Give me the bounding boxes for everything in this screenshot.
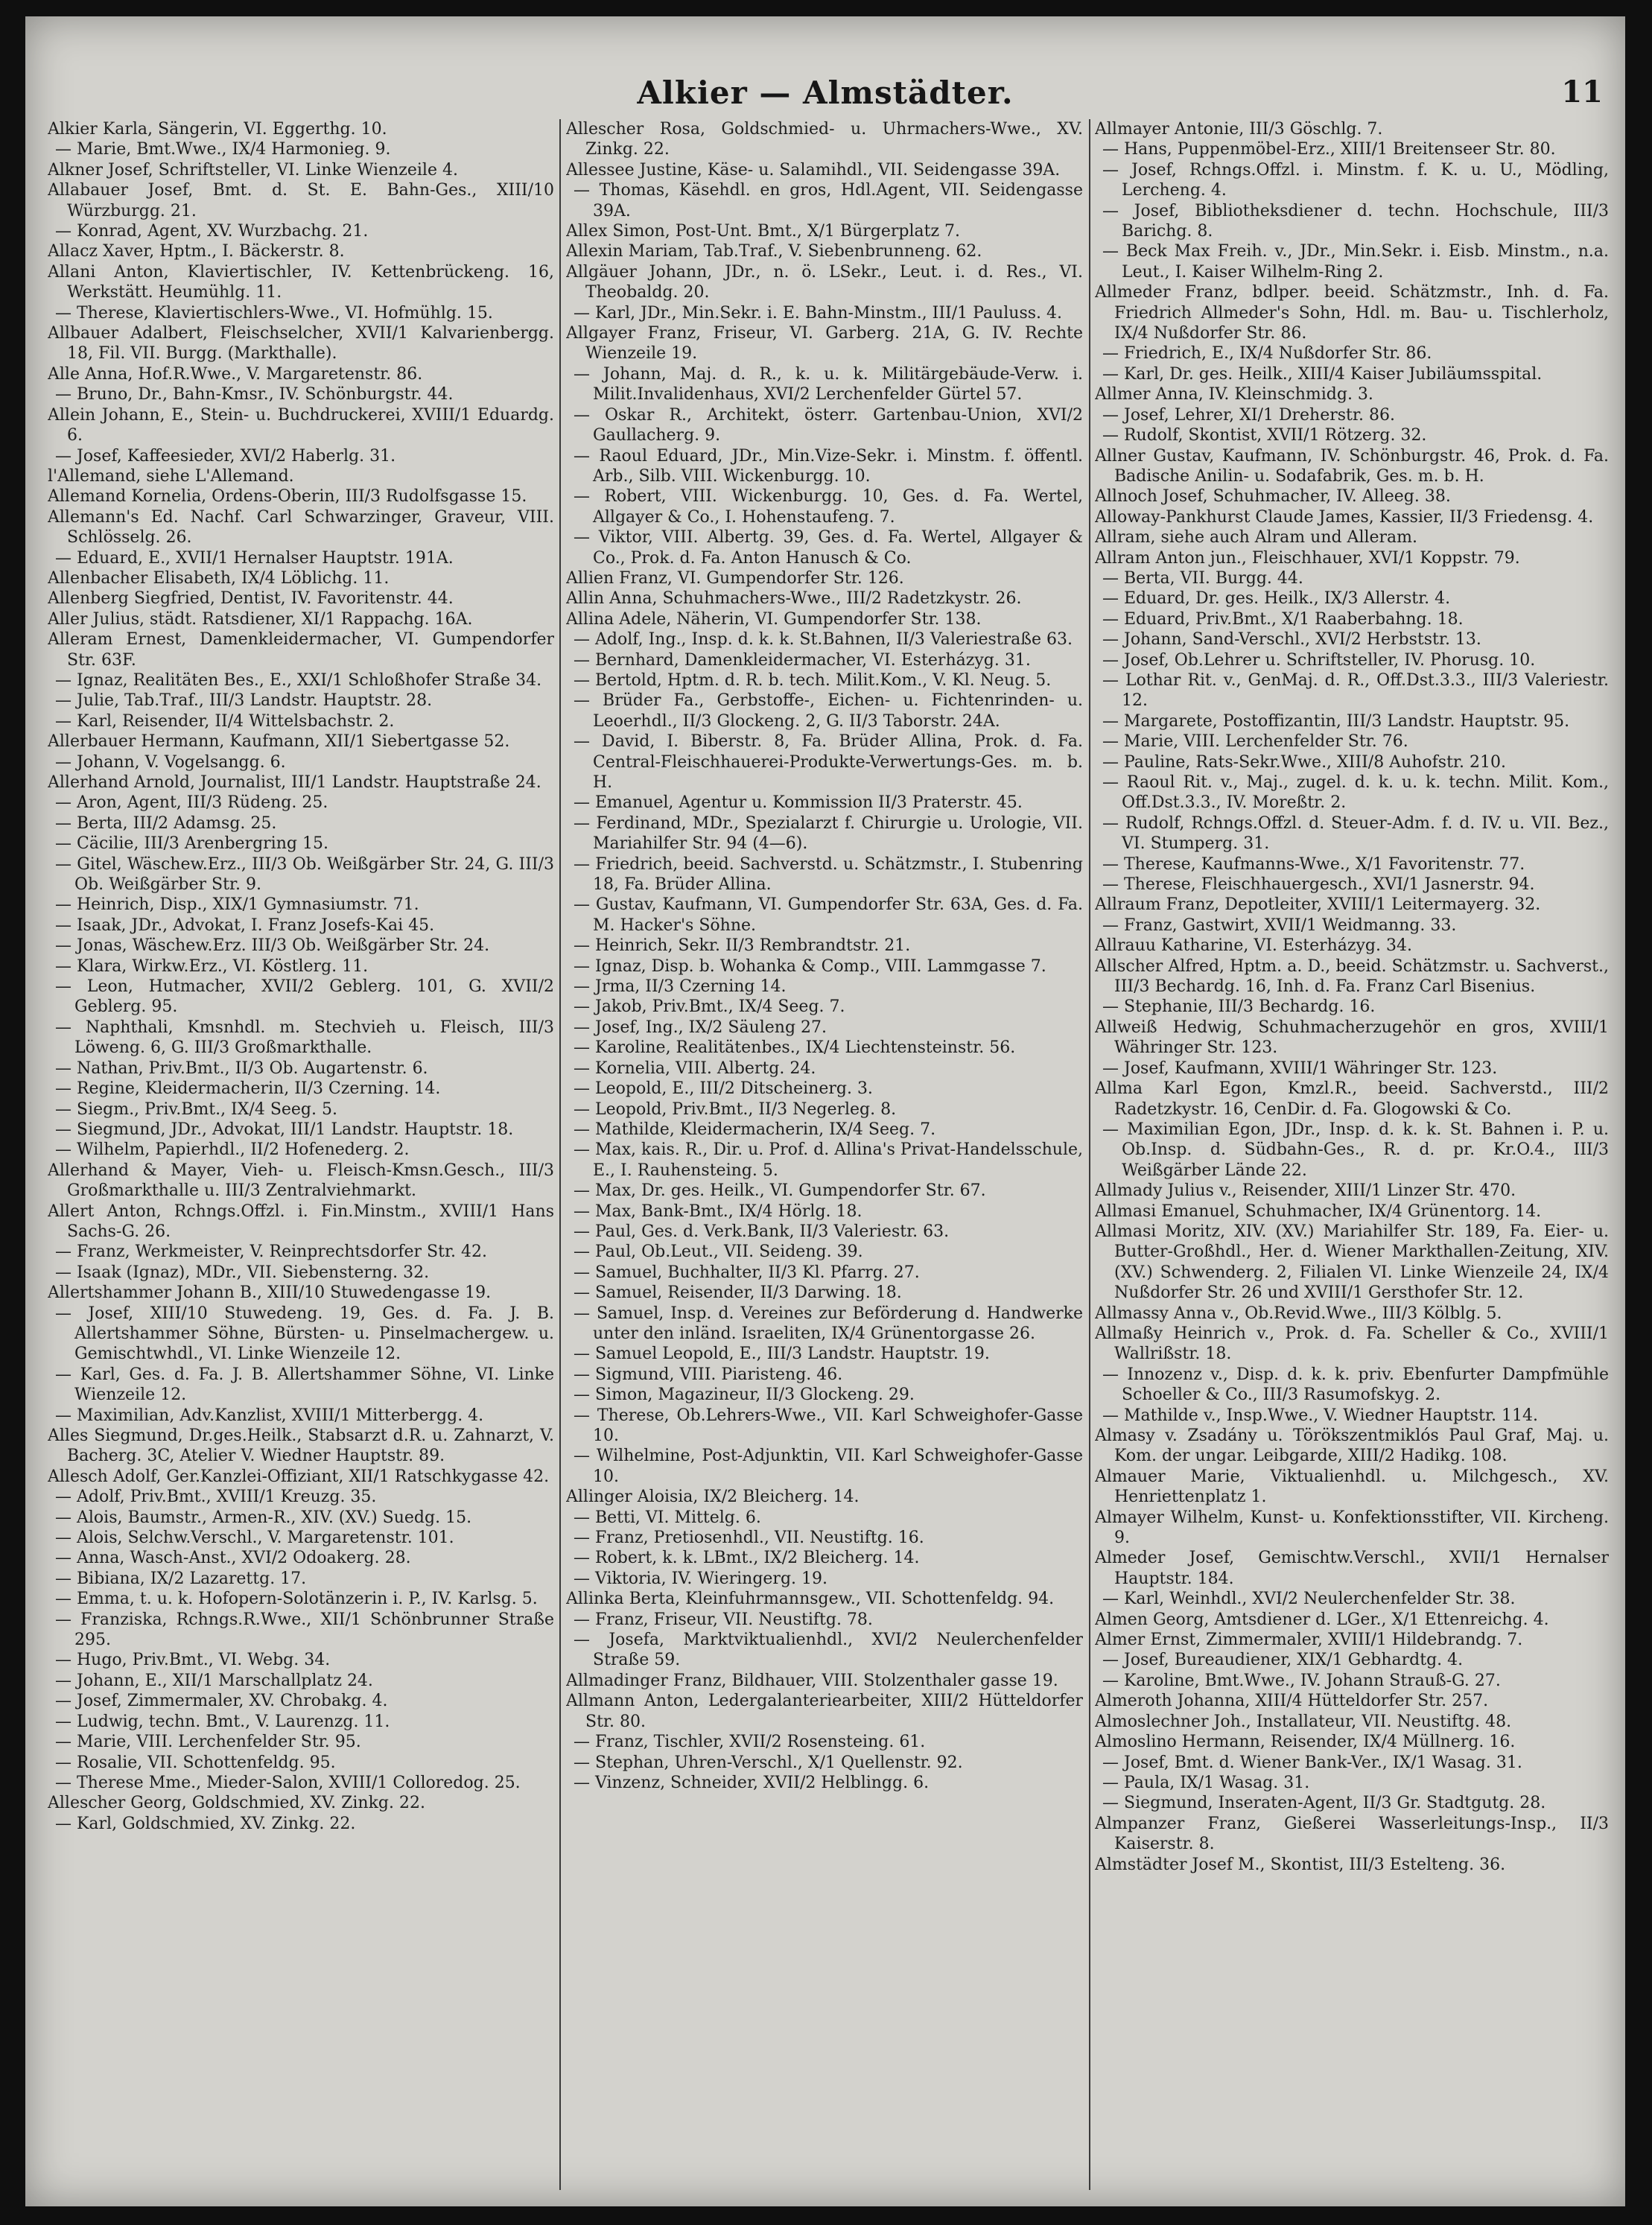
directory-entry: — Lothar Rit. v., GenMaj. d. R., Off.Dst.3.3., III/3 Valeriestr. 12. [1102,670,1609,711]
directory-entry: — Gitel, Wäschew.Erz., III/3 Ob. Weißgärber Str. 24, G. III/3 Ob. Weißgärber Str. 9. [55,854,554,895]
directory-entry: — Bruno, Dr., Bahn-Kmsr., IV. Schönburgstr. 44. [55,385,454,404]
directory-entry: Almauer Marie, Viktualienhdl. u. Milchgesch., XV. Henriettenplatz 1. [1095,1467,1609,1507]
directory-entry: — Klara, Wirkw.Erz., VI. Köstlerg. 11. [55,956,369,976]
directory-entry: Allein Johann, E., Stein- u. Buchdruckerei, XVIII/1 Eduardg. 6. [48,405,554,445]
directory-entry: — Karl, Weinhdl., XVI/2 Neulerchenfelder Str. 38. [1102,1590,1516,1609]
directory-entry: Allerbauer Hermann, Kaufmann, XII/1 Siebertgasse 52. [48,732,510,752]
directory-entry: — Emma, t. u. k. Hofopern-Solotänzerin i. P., IV. Karlsg. 5. [55,1590,538,1609]
column-3 [1095,119,1609,2190]
directory-entry: Allemann's Ed. Nachf. Carl Schwarzinger, Graveur, VIII. Schlösselg. 26. [48,507,554,547]
directory-entry: — Adolf, Priv.Bmt., XVIII/1 Kreuzg. 35. [55,1488,377,1507]
directory-entry: — Ferdinand, MDr., Spezialarzt f. Chirurgie u. Urologie, VII. Mariahilfer Str. 94 (4—6). [574,813,1083,854]
directory-entry: Allmassy Anna v., Ob.Revid.Wwe., III/3 Kölblg. 5. [1095,1304,1502,1323]
directory-entry: — Maximilian, Adv.Kanzlist, XVIII/1 Mitterbergg. 4. [55,1406,484,1425]
directory-entry: — Innozenz v., Disp. d. k. k. priv. Ebenfurter Dampfmühle Schoeller & Co., III/3 Rasumofskyg. 2. [1102,1365,1609,1405]
directory-entry: — Max, Bank-Bmt., IX/4 Hörlg. 18. [574,1202,862,1221]
directory-entry: — Robert, k. k. LBmt., IX/2 Bleicherg. 14. [574,1549,920,1568]
directory-entry: — Beck Max Freih. v., JDr., Min.Sekr. i. Eisb. Minstm., n.a. Leut., I. Kaiser Wilhelm-Ring 2. [1102,242,1609,282]
directory-entry: — Paul, Ges. d. Verk.Bank, II/3 Valeriestr. 63. [574,1222,950,1241]
directory-entry: — Therese Mme., Mieder-Salon, XVIII/1 Colloredog. 25. [55,1773,521,1792]
directory-entry: — Paula, IX/1 Wasag. 31. [1102,1773,1310,1792]
directory-entry: Allraum Franz, Depotleiter, XVIII/1 Leitermayerg. 32. [1095,895,1541,915]
directory-entry: Allinka Berta, Kleinfuhrmannsgew., VII. Schottenfeldg. 94. [566,1590,1055,1609]
directory-entry: — Jakob, Priv.Bmt., IX/4 Seeg. 7. [574,997,845,1017]
directory-entry: — Oskar R., Architekt, österr. Gartenbau-Union, XVI/2 Gaullacherg. 9. [574,405,1083,445]
directory-entry: — Josef, Ing., IX/2 Säuleng 27. [574,1018,827,1037]
directory-entry: Allani Anton, Klaviertischler, IV. Kettenbrückeng. 16, Werkstätt. Heumühlg. 11. [48,262,554,302]
directory-entry: — Franziska, Rchngs.R.Wwe., XII/1 Schönbrunner Straße 295. [55,1610,554,1650]
column-2 [566,119,1083,2190]
directory-entry: — Siegmund, Inseraten-Agent, II/3 Gr. Stadtgutg. 28. [1102,1794,1546,1813]
directory-entry: — Bernhard, Damenkleidermacher, VI. Esterházyg. 31. [574,650,1031,670]
directory-entry: — David, I. Biberstr. 8, Fa. Brüder Allina, Prok. d. Fa. Central-Fleischhauerei-Produkte-Verwertungs-Ges. m. b. H. [574,732,1083,792]
directory-entry: — Stephan, Uhren-Verschl., X/1 Quellenstr. 92. [574,1753,963,1772]
directory-entry: — Bertold, Hptm. d. R. b. tech. Milit.Kom., V. Kl. Neug. 5. [574,670,1052,690]
directory-entry: Allmasi Moritz, XIV. (XV.) Mariahilfer Str. 189, Fa. Eier- u. Butter-Großhdl., Her. d. Wiener Markthallen-Zeitung, XIV. (XV.) Schwenderg. 2, Filialen VI. Linke Wienzeile 24, IX/4 Nußdorfer Str. 26 und XVIII/1 Gersthofer Str. 12. [1095,1222,1609,1303]
directory-entry: — Bibiana, IX/2 Lazarettg. 17. [55,1569,307,1588]
directory-entry: — Wilhelm, Papierhdl., II/2 Hofenederg. 2. [55,1140,410,1160]
directory-entry: Allmasi Emanuel, Schuhmacher, IX/4 Grünentorg. 14. [1095,1202,1542,1221]
directory-entry: — Therese, Fleischhauergesch., XVI/1 Jasnerstr. 94. [1102,875,1535,895]
directory-entry: Alloway-Pankhurst Claude James, Kassier, II/3 Friedensg. 4. [1095,507,1594,527]
directory-entry: — Ignaz, Realitäten Bes., E., XXI/1 Schloßhofer Straße 34. [55,670,542,690]
directory-entry: Allgayer Franz, Friseur, VI. Garberg. 21A, G. IV. Rechte Wienzeile 19. [566,324,1083,364]
directory-entry: Allmaßy Heinrich v., Prok. d. Fa. Scheller & Co., XVIII/1 Wallrißstr. 18. [1095,1324,1609,1364]
directory-entry: Almer Ernst, Zimmermaler, XVIII/1 Hildebrandg. 7. [1095,1631,1523,1650]
directory-entry: — Pauline, Rats-Sekr.Wwe., XIII/8 Auhofstr. 210. [1102,752,1506,772]
directory-entry: Almen Georg, Amtsdiener d. LGer., X/1 Ettenreichg. 4. [1095,1610,1549,1629]
directory-entry: — Marie, VIII. Lerchenfelder Str. 76. [1102,732,1408,752]
directory-entry: Alles Siegmund, Dr.ges.Heilk., Stabsarzt d.R. u. Zahnarzt, V. Bacherg. 3C, Atelier V. Wiedner Hauptstr. 89. [48,1426,554,1466]
page-number: 11 [1561,74,1603,109]
directory-entry: — Franz, Pretiosenhdl., VII. Neustiftg. 16. [574,1529,924,1548]
directory-entry: — Maximilian Egon, JDr., Insp. d. k. k. St. Bahnen i. P. u. Ob.Insp. d. Südbahn-Ges., R. d. pr. Kr.O.4., III/3 Weißgärber Lände 22. [1102,1120,1609,1180]
directory-entry: — Ludwig, techn. Bmt., V. Laurenzg. 11. [55,1712,390,1731]
directory-entry: Allerhand & Mayer, Vieh- u. Fleisch-Kmsn.Gesch., III/3 Großmarkthalle u. III/3 Zentralviehmarkt. [48,1161,554,1201]
directory-entry: Almstädter Josef M., Skontist, III/3 Estelteng. 36. [1095,1855,1506,1874]
directory-entry: Almasy v. Zsadány u. Törökszentmiklós Paul Graf, Maj. u. Kom. der ungar. Leibgarde, XIII/2 Hadikg. 108. [1095,1426,1609,1466]
directory-entry: — Friedrich, E., IX/4 Nußdorfer Str. 86. [1102,344,1432,364]
directory-entry: — Margarete, Postoffizantin, III/3 Landstr. Hauptstr. 95. [1102,711,1570,731]
directory-entry: — Samuel, Buchhalter, II/3 Kl. Pfarrg. 27. [574,1263,920,1282]
directory-entry: — Rudolf, Rchngs.Offzl. d. Steuer-Adm. f. d. IV. u. VII. Bez., VI. Stumperg. 31. [1102,813,1609,854]
directory-entry: — Julie, Tab.Traf., III/3 Landstr. Hauptstr. 28. [55,691,433,711]
directory-entry: — Paul, Ob.Leut., VII. Seideng. 39. [574,1242,863,1262]
directory-entry: Alle Anna, Hof.R.Wwe., V. Margaretenstr. 86. [48,364,423,384]
column-1 [48,119,554,2190]
directory-entry: Allert Anton, Rchngs.Offzl. i. Fin.Minstm., XVIII/1 Hans Sachs-G. 26. [48,1202,554,1241]
directory-entry: — Samuel Leopold, E., III/3 Landstr. Hauptstr. 19. [574,1345,990,1364]
directory-entry: Allex Simon, Post-Unt. Bmt., X/1 Bürgerplatz 7. [566,222,961,241]
directory-entry: Allma Karl Egon, Kmzl.R., beeid. Sachverstd., III/2 Radetzkystr. 16, CenDir. d. Fa. Glogowski & Co. [1095,1079,1609,1119]
directory-entry: — Leon, Hutmacher, XVII/2 Geblerg. 101, G. XVII/2 Geblerg. 95. [55,977,554,1017]
directory-entry: — Alois, Selchw.Verschl., V. Margaretenstr. 101. [55,1529,454,1548]
directory-entry: — Marie, VIII. Lerchenfelder Str. 95. [55,1733,361,1752]
directory-entry: — Emanuel, Agentur u. Kommission II/3 Praterstr. 45. [574,793,1023,813]
directory-entry: Almoslechner Joh., Installateur, VII. Neustiftg. 48. [1095,1712,1512,1731]
directory-entry: — Franz, Gastwirt, XVII/1 Weidmanng. 33. [1102,915,1457,935]
directory-entry: — Konrad, Agent, XV. Wurzbachg. 21. [55,222,369,241]
directory-entry: — Alois, Baumstr., Armen-R., XIV. (XV.) Suedg. 15. [55,1508,472,1527]
directory-entry: — Regine, Kleidermacherin, II/3 Czerning. 14. [55,1079,441,1099]
directory-entry: Allweiß Hedwig, Schuhmacherzugehör en gros, XVIII/1 Währinger Str. 123. [1095,1018,1609,1058]
directory-entry: — Mathilde v., Insp.Wwe., V. Wiedner Hauptstr. 114. [1102,1406,1538,1425]
directory-entry: — Betti, VI. Mittelg. 6. [574,1508,761,1527]
directory-entry: — Siegmund, JDr., Advokat, III/1 Landstr. Hauptstr. 18. [55,1120,514,1139]
directory-entry: Almpanzer Franz, Gießerei Wasserleitungs-Insp., II/3 Kaiserstr. 8. [1095,1814,1609,1854]
directory-entry: — Samuel, Reisender, II/3 Darwing. 18. [574,1283,902,1303]
directory-entry: — Isaak, JDr., Advokat, I. Franz Josefs-Kai 45. [55,915,435,935]
directory-entry: Allina Adele, Näherin, VI. Gumpendorfer Str. 138. [566,609,982,629]
directory-entry: Allmann Anton, Ledergalanteriearbeiter, XIII/2 Hütteldorfer Str. 80. [566,1692,1083,1731]
directory-entry: Allien Franz, VI. Gumpendorfer Str. 126. [566,568,904,588]
column-rule [1089,119,1090,2190]
directory-entry: Allessee Justine, Käse- u. Salamihdl., VII. Seidengasse 39A. [566,160,1061,180]
directory-entry: Allerhand Arnold, Journalist, III/1 Landstr. Hauptstraße 24. [48,773,541,792]
directory-entry: Almayer Wilhelm, Kunst- u. Konfektionsstifter, VII. Kircheng. 9. [1095,1508,1609,1548]
directory-entry: — Karl, Dr. ges. Heilk., XIII/4 Kaiser Jubiläumsspital. [1102,364,1543,384]
directory-entry: — Thomas, Käsehdl. en gros, Hdl.Agent, VII. Seidengasse 39A. [574,181,1083,220]
running-head: Alkier — Almstädter. [637,74,1014,111]
directory-entry: Allmayer Antonie, III/3 Göschlg. 7. [1095,120,1383,139]
directory-entry: — Berta, III/2 Adamsg. 25. [55,813,277,833]
directory-entry: — Marie, Bmt.Wwe., IX/4 Harmonieg. 9. [55,140,391,159]
directory-entry: Allrauu Katharine, VI. Esterházyg. 34. [1095,936,1412,956]
directory-entry: Allesch Adolf, Ger.Kanzlei-Offiziant, XII/1 Ratschkygasse 42. [48,1467,550,1486]
directory-entry: — Jonas, Wäschew.Erz. III/3 Ob. Weißgärber Str. 24. [55,936,490,956]
directory-entry: — Josef, Ob.Lehrer u. Schriftsteller, IV. Phorusg. 10. [1102,650,1536,670]
directory-entry: — Aron, Agent, III/3 Rüdeng. 25. [55,793,328,813]
directory-entry: — Eduard, E., XVII/1 Hernalser Hauptstr. 191A. [55,548,454,568]
directory-entry: Alkner Josef, Schriftsteller, VI. Linke Wienzeile 4. [48,160,458,180]
directory-entry: Allmady Julius v., Reisender, XIII/1 Linzer Str. 470. [1095,1181,1516,1201]
directory-entry: Allabauer Josef, Bmt. d. St. E. Bahn-Ges., XIII/10 Würzburgg. 21. [48,181,554,220]
directory-entry: Alleram Ernest, Damenkleidermacher, VI. Gumpendorfer Str. 63F. [48,630,554,670]
directory-entry: — Mathilde, Kleidermacherin, IX/4 Seeg. 7. [574,1120,936,1139]
directory-entry: — Naphthali, Kmsnhdl. m. Stechvieh u. Fleisch, III/3 Löweng. 6, G. III/3 Großmarkthalle. [55,1018,554,1058]
directory-entry: Allmeder Franz, bdlper. beeid. Schätzmstr., Inh. d. Fa. Friedrich Allmeder's Sohn, Hdl. m. Bau- u. Tischlerholz, IX/4 Nußdorfer Str. 86. [1095,283,1609,343]
directory-entry: — Josefa, Marktviktualienhdl., XVI/2 Neulerchenfelder Straße 59. [574,1631,1083,1670]
directory-entry: — Eduard, Dr. ges. Heilk., IX/3 Allerstr. 4. [1102,589,1451,609]
directory-entry: — Josef, Rchngs.Offzl. i. Minstm. f. K. u. U., Mödling, Lercheng. 4. [1102,160,1609,200]
directory-entry: Allinger Aloisia, IX/2 Bleicherg. 14. [566,1488,860,1507]
directory-entry: — Therese, Ob.Lehrers-Wwe., VII. Karl Schweighofer-Gasse 10. [574,1406,1083,1445]
directory-entry: — Rosalie, VII. Schottenfeldg. 95. [55,1753,336,1772]
directory-entry: Almeroth Johanna, XIII/4 Hütteldorfer Str. 257. [1095,1692,1489,1711]
directory-entry: — Simon, Magazineur, II/3 Glockeng. 29. [574,1386,915,1405]
directory-entry: — Franz, Friseur, VII. Neustiftg. 78. [574,1610,873,1629]
directory-entry: — Therese, Klaviertischlers-Wwe., VI. Hofmühlg. 15. [55,303,493,323]
directory-entry: Allmer Anna, IV. Kleinschmidg. 3. [1095,385,1373,404]
directory-entry: — Leopold, E., III/2 Ditscheinerg. 3. [574,1079,873,1099]
directory-entry: — Karl, Ges. d. Fa. J. B. Allertshammer Söhne, VI. Linke Wienzeile 12. [55,1365,554,1405]
directory-entry: — Johann, Sand-Verschl., XVI/2 Herbststr. 13. [1102,630,1481,650]
column-rule [559,119,561,2190]
directory-entry: — Hans, Puppenmöbel-Erz., XIII/1 Breitenseer Str. 80. [1102,140,1556,159]
directory-entry: Allnoch Josef, Schuhmacher, IV. Alleeg. 38. [1095,487,1451,507]
directory-entry: — Raoul Rit. v., Maj., zugel. d. k. u. k. techn. Milit. Kom., Off.Dst.3.3., IV. Moreßtr. 2. [1102,773,1609,813]
directory-entry: — Josef, XIII/10 Stuwedeng. 19, Ges. d. Fa. J. B. Allertshammer Söhne, Bürsten- u. Pinselmachergew. u. Gemischtwhdl., VI. Linke Wienzeile 12. [55,1304,554,1364]
directory-entry: — Berta, VII. Burgg. 44. [1102,568,1303,588]
directory-entry: — Vinzenz, Schneider, XVII/2 Helblingg. 6. [574,1773,930,1792]
directory-entry: — Josef, Zimmermaler, XV. Chrobakg. 4. [55,1692,388,1711]
directory-entry: — Gustav, Kaufmann, VI. Gumpendorfer Str. 63A, Ges. d. Fa. M. Hacker's Söhne. [574,895,1083,935]
directory-entry: Allner Gustav, Kaufmann, IV. Schönburgstr. 46, Prok. d. Fa. Badische Anilin- u. Sodafabrik, Ges. m. b. H. [1095,446,1609,486]
directory-entry: Alkier Karla, Sängerin, VI. Eggerthg. 10. [48,120,387,139]
directory-entry: — Raoul Eduard, JDr., Min.Vize-Sekr. i. Minstm. f. öffentl. Arb., Silb. VIII. Wickenburgg. 10. [574,446,1083,486]
directory-entry: — Josef, Bmt. d. Wiener Bank-Ver., IX/1 Wasag. 31. [1102,1753,1522,1772]
directory-entry: — Ignaz, Disp. b. Wohanka & Comp., VIII. Lammgasse 7. [574,956,1046,976]
directory-entry: — Josef, Kaufmann, XVIII/1 Währinger Str. 123. [1102,1058,1498,1078]
directory-entry: — Karl, Goldschmied, XV. Zinkg. 22. [55,1814,356,1833]
directory-entry: — Karoline, Realitätenbes., IX/4 Liechtensteinstr. 56. [574,1038,1016,1058]
directory-entry: — Kornelia, VIII. Albertg. 24. [574,1058,816,1078]
directory-entry: — Max, kais. R., Dir. u. Prof. d. Allina's Privat-Handelsschule, E., I. Rauhensteing. 5. [574,1140,1083,1180]
directory-entry: Allbauer Adalbert, Fleischselcher, XVII/1 Kalvarienbergg. 18, Fil. VII. Burgg. (Markthalle). [48,324,554,364]
directory-entry: — Wilhelmine, Post-Adjunktin, VII. Karl Schweighofer-Gasse 10. [574,1447,1083,1486]
directory-entry: — Franz, Tischler, XVII/2 Rosensteing. 61. [574,1733,926,1752]
directory-entry: — Friedrich, beeid. Sachverstd. u. Schätzmstr., I. Stubenring 18, Fa. Brüder Allina. [574,854,1083,895]
directory-entry: — Johann, V. Vogelsangg. 6. [55,752,286,772]
directory-entry: — Viktoria, IV. Wieringerg. 19. [574,1569,827,1588]
directory-entry: Allescher Rosa, Goldschmied- u. Uhrmachers-Wwe., XV. Zinkg. 22. [566,120,1083,159]
directory-entry: — Anna, Wasch-Anst., XVI/2 Odoakerg. 28. [55,1549,411,1568]
directory-entry: l'Allemand, siehe L'Allemand. [48,466,294,486]
directory-entry: — Karl, Reisender, II/4 Wittelsbachstr. 2. [55,711,395,731]
directory-entry: Allexin Mariam, Tab.Traf., V. Siebenbrunneng. 62. [566,242,982,261]
directory-entry: — Adolf, Ing., Insp. d. k. k. St.Bahnen, II/3 Valeriestraße 63. [574,630,1073,650]
directory-entry: — Therese, Kaufmanns-Wwe., X/1 Favoritenstr. 77. [1102,854,1525,874]
directory-entry: — Karoline, Bmt.Wwe., IV. Johann Strauß-G. 27. [1102,1671,1501,1690]
directory-entry: — Johann, E., XII/1 Marschallplatz 24. [55,1671,373,1690]
directory-entry: Allenbacher Elisabeth, IX/4 Löblichg. 11. [48,568,390,588]
directory-entry: — Siegm., Priv.Bmt., IX/4 Seeg. 5. [55,1099,337,1119]
directory-entry: — Heinrich, Disp., XIX/1 Gymnasiumstr. 71. [55,895,419,915]
directory-entry: Almoslino Hermann, Reisender, IX/4 Müllnerg. 16. [1095,1733,1516,1752]
directory-entry: — Rudolf, Skontist, XVII/1 Rötzerg. 32. [1102,426,1427,445]
directory-entry: Allertshammer Johann B., XIII/10 Stuwedengasse 19. [48,1283,492,1303]
directory-entry: Allacz Xaver, Hptm., I. Bäckerstr. 8. [48,242,345,261]
directory-entry: Allin Anna, Schuhmachers-Wwe., III/2 Radetzkystr. 26. [566,589,1022,609]
directory-entry: — Josef, Bibliotheksdiener d. techn. Hochschule, III/3 Barichg. 8. [1102,201,1609,241]
directory-entry: — Josef, Kaffeesieder, XVI/2 Haberlg. 31. [55,446,396,466]
directory-entry: — Josef, Lehrer, XI/1 Dreherstr. 86. [1102,405,1395,425]
directory-entry: — Franz, Werkmeister, V. Reinprechtsdorfer Str. 42. [55,1242,488,1262]
directory-entry: — Sigmund, VIII. Piaristeng. 46. [574,1365,843,1384]
directory-entry: Allscher Alfred, Hptm. a. D., beeid. Schätzmstr. u. Sachverst., III/3 Bechardg. 16, Inh. d. Fa. Franz Carl Bisenius. [1095,956,1609,997]
directory-entry: Aller Julius, städt. Ratsdiener, XI/1 Rappachg. 16A. [48,609,473,629]
directory-entry: — Cäcilie, III/3 Arenbergring 15. [55,834,328,854]
directory-entry: — Karl, JDr., Min.Sekr. i. E. Bahn-Minstm., III/1 Pauluss. 4. [574,303,1063,323]
directory-page [25,16,1625,2206]
directory-entry: — Hugo, Priv.Bmt., VI. Webg. 34. [55,1651,331,1670]
directory-entry: — Robert, VIII. Wickenburgg. 10, Ges. d. Fa. Wertel, Allgayer & Co., I. Hohenstaufeng. 7. [574,487,1083,527]
directory-entry: Allemand Kornelia, Ordens-Oberin, III/3 Rudolfsgasse 15. [48,487,527,507]
directory-entry: — Jrma, II/3 Czerning 14. [574,977,787,997]
directory-entry: — Isaak (Ignaz), MDr., VII. Siebensterng. 32. [55,1263,430,1282]
directory-entry: — Josef, Bureaudiener, XIX/1 Gebhardtg. 4. [1102,1651,1464,1670]
directory-entry: Allenberg Siegfried, Dentist, IV. Favoritenstr. 44. [48,589,454,609]
directory-entry: Allgäuer Johann, JDr., n. ö. LSekr., Leut. i. d. Res., VI. Theobaldg. 20. [566,262,1083,302]
directory-entry: Allram Anton jun., Fleischhauer, XVI/1 Koppstr. 79. [1095,548,1520,568]
directory-entry: — Viktor, VIII. Albertg. 39, Ges. d. Fa. Wertel, Allgayer & Co., Prok. d. Fa. Anton Hanusch & Co. [574,528,1083,568]
directory-entry: Allmadinger Franz, Bildhauer, VIII. Stolzenthaler gasse 19. [566,1671,1058,1690]
directory-entry: — Leopold, Priv.Bmt., II/3 Negerleg. 8. [574,1099,897,1119]
page-header [25,74,1625,119]
directory-entry: — Johann, Maj. d. R., k. u. k. Militärgebäude-Verw. i. Milit.Invalidenhaus, XVI/2 Lerchenfelder Gürtel 57. [574,364,1083,404]
directory-entry: — Nathan, Priv.Bmt., II/3 Ob. Augartenstr. 6. [55,1058,428,1078]
directory-entry: — Heinrich, Sekr. II/3 Rembrandtstr. 21. [574,936,911,956]
directory-entry: — Eduard, Priv.Bmt., X/1 Raaberbahng. 18. [1102,609,1464,629]
directory-entry: Allescher Georg, Goldschmied, XV. Zinkg. 22. [48,1794,425,1813]
directory-entry: Allram, siehe auch Alram und Alleram. [1095,528,1418,547]
directory-entry: — Brüder Fa., Gerbstoffe-, Eichen- u. Fichtenrinden- u. Leoerhdl., II/3 Glockeng. 2, G. II/3 Taborstr. 24A. [574,691,1083,731]
directory-entry: — Stephanie, III/3 Bechardg. 16. [1102,997,1376,1017]
directory-entry: — Max, Dr. ges. Heilk., VI. Gumpendorfer Str. 67. [574,1181,986,1201]
directory-entry: — Samuel, Insp. d. Vereines zur Beförderung d. Handwerke unter den inländ. Israeliten, IX/4 Grünentorgasse 26. [574,1304,1083,1343]
directory-entry: Almeder Josef, Gemischtw.Verschl., XVII/1 Hernalser Hauptstr. 184. [1095,1549,1609,1588]
